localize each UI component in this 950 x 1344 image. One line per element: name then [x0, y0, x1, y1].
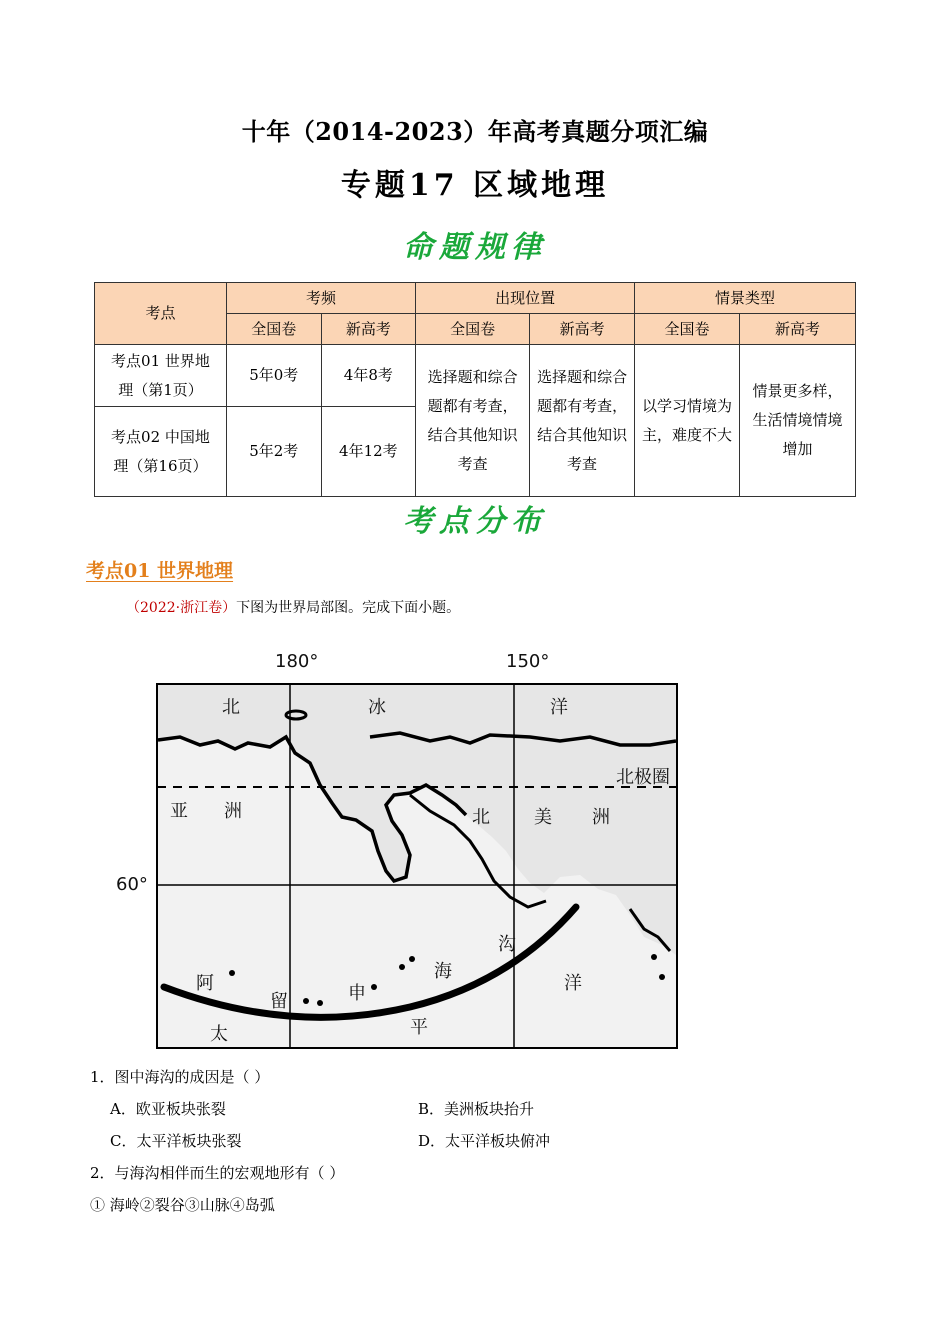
lat-60-label: 60° — [116, 874, 148, 895]
position-quanguo-text: 选择题和综合题都有考查，结合其他知识考查 — [427, 367, 518, 473]
row-1-xingaokao: 4年8考 — [321, 345, 416, 407]
section-title: 考点01 世界地理 — [86, 560, 234, 582]
subheader-xingaokao-1: 新高考 — [321, 314, 416, 345]
scene-quanguo — [635, 345, 740, 497]
header-qingjing: 情景类型 — [635, 283, 856, 314]
question-1-option-c: C．太平洋板块张裂 — [110, 1132, 242, 1150]
arctic-circle-label: 北极圈 — [616, 767, 670, 788]
subheader-xingaokao-2: 新高考 — [530, 314, 635, 345]
row-1-name — [95, 345, 227, 407]
label-bei2: 北 — [472, 807, 490, 828]
question-1-option-a: A．欧亚板块张裂 — [110, 1100, 226, 1118]
question-2-stem: 2．与海沟相伴而生的宏观地形有（ ） — [90, 1164, 345, 1182]
label-mei: 美 — [534, 807, 552, 828]
label-liu: 留 — [270, 991, 288, 1012]
scene-quanguo-text: 以学习情境为主，难度不大 — [642, 396, 733, 444]
label-bei: 北 — [222, 697, 240, 718]
row-2-xingaokao: 4年12考 — [321, 407, 416, 497]
heading-rules: 命题规律 — [403, 230, 547, 265]
row-2-name — [95, 407, 227, 497]
label-yang1: 洋 — [550, 697, 568, 718]
heading-distribution: 考点分布 — [403, 504, 547, 539]
subheader-quanguo-1: 全国卷 — [226, 314, 321, 345]
row-1-name-text: 考点01 世界地理（第1页） — [111, 351, 210, 399]
subheader-xingaokao-3: 新高考 — [740, 314, 856, 345]
lon-150-label: 150° — [506, 651, 550, 672]
label-bing: 冰 — [368, 697, 386, 718]
label-hai: 海 — [434, 961, 452, 982]
row-2-name-text: 考点02 中国地理（第16页） — [111, 427, 210, 475]
label-ya: 亚 — [170, 801, 188, 822]
scene-xingaokao-text: 情景更多样，生活情境情境增加 — [752, 382, 843, 458]
question-1-option-b: B．美洲板块抬升 — [418, 1100, 535, 1118]
subheader-quanguo-3: 全国卷 — [635, 314, 740, 345]
question-intro — [126, 597, 460, 617]
intro-source: （2022·浙江卷） — [126, 600, 237, 616]
row-1-quanguo: 5年0考 — [226, 345, 321, 407]
subheader-quanguo-2: 全国卷 — [416, 314, 530, 345]
lon-180-label: 180° — [275, 651, 319, 672]
header-kaodian: 考点 — [95, 283, 227, 345]
position-xingaokao — [530, 345, 635, 497]
label-tai: 太 — [210, 1024, 228, 1045]
label-zhou2: 洲 — [592, 807, 610, 828]
row-2-quanguo: 5年2考 — [226, 407, 321, 497]
intro-text: 下图为世界局部图。完成下面小题。 — [236, 600, 461, 616]
topic-title: 专题17 区域地理 — [340, 168, 610, 203]
document-title: 十年（2014-2023）年高考真题分项汇编 — [241, 117, 709, 146]
label-a: 阿 — [196, 973, 214, 994]
position-quanguo — [416, 345, 530, 497]
header-kaopin: 考频 — [226, 283, 415, 314]
question-2-choices: ① 海岭②裂谷③山脉④岛弧 — [90, 1196, 275, 1214]
label-shen: 申 — [348, 983, 366, 1004]
question-1-stem: 1．图中海沟的成因是（ ） — [90, 1068, 270, 1086]
header-weizhi: 出现位置 — [416, 283, 635, 314]
position-xingaokao-text: 选择题和综合题都有考查，结合其他知识考查 — [537, 367, 628, 473]
rules-table — [94, 282, 856, 497]
label-yang2: 洋 — [564, 973, 582, 994]
label-gou: 沟 — [498, 934, 516, 955]
world-partial-map — [110, 645, 690, 1055]
question-1-option-d: D．太平洋板块俯冲 — [418, 1132, 551, 1150]
label-ping: 平 — [410, 1017, 428, 1038]
label-zhou1: 洲 — [224, 801, 242, 822]
scene-xingaokao — [740, 345, 856, 497]
